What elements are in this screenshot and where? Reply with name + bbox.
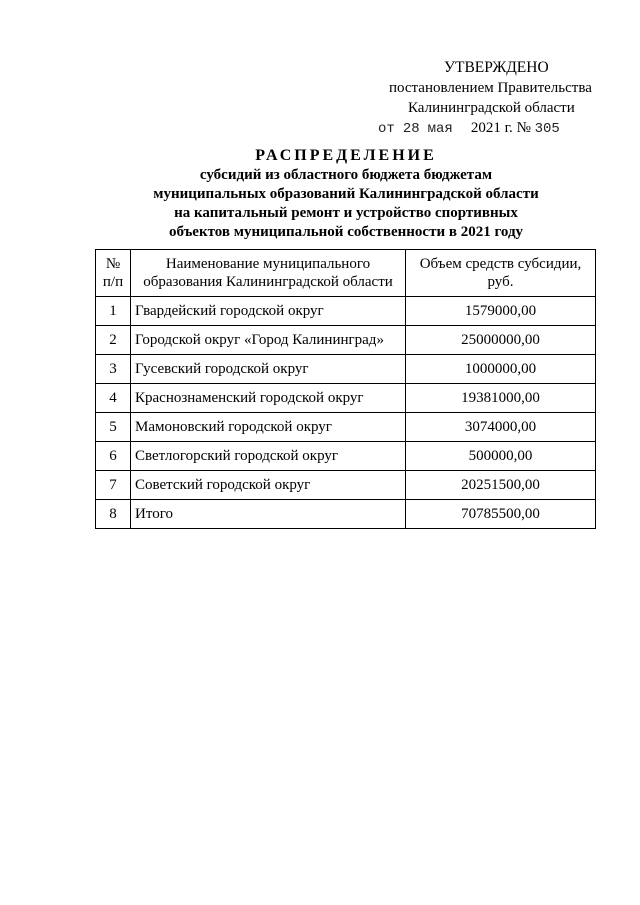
row-num: 8 (96, 500, 131, 529)
approval-issuer: постановлением Правительства (389, 80, 592, 96)
row-amount: 19381000,00 (406, 384, 596, 413)
approval-region: Калининградской области (408, 100, 575, 116)
row-num: 7 (96, 471, 131, 500)
document-title (96, 146, 596, 242)
date-year: 2021 г. (470, 120, 513, 136)
title-main: РАСПРЕДЕЛЕНИЕ (255, 147, 437, 164)
row-amount: 3074000,00 (406, 413, 596, 442)
row-name: Итого (131, 500, 406, 529)
table-row (96, 326, 596, 355)
distribution-table (95, 249, 596, 529)
header-num: № п/п (96, 250, 131, 297)
table-row (96, 471, 596, 500)
date-day: 28 (402, 121, 420, 137)
approval-heading: УТВЕРЖДЕНО (444, 59, 549, 76)
table-row (96, 384, 596, 413)
table-header-row (96, 250, 596, 297)
row-amount: 500000,00 (406, 442, 596, 471)
table-row (96, 355, 596, 384)
table-row-total (96, 500, 596, 529)
row-name: Советский городской округ (131, 471, 406, 500)
title-line-3: на капитальный ремонт и устройство спортивных (174, 205, 518, 221)
title-line-4: объектов муниципальной собственности в 2021 году (168, 224, 524, 240)
row-num: 3 (96, 355, 131, 384)
row-name: Гвардейский городской округ (131, 297, 406, 326)
row-name: Светлогорский городской округ (131, 442, 406, 471)
table-row (96, 413, 596, 442)
table-row (96, 442, 596, 471)
header-amount: Объем средств субсидии, руб. (406, 250, 596, 297)
row-num: 4 (96, 384, 131, 413)
title-line-2: муниципальных образований Калининградской области (153, 186, 539, 202)
row-amount: 70785500,00 (406, 500, 596, 529)
approval-date-line (378, 118, 608, 139)
date-prefix: от (378, 121, 395, 137)
row-amount: 20251500,00 (406, 471, 596, 500)
number-sign: № (516, 120, 531, 136)
table-row (96, 297, 596, 326)
title-line-1: субсидий из областного бюджета бюджетам (199, 167, 493, 183)
approval-stamp (378, 58, 608, 139)
row-num: 5 (96, 413, 131, 442)
row-amount: 1579000,00 (406, 297, 596, 326)
row-num: 2 (96, 326, 131, 355)
row-name: Краснознаменский городской округ (131, 384, 406, 413)
row-name: Городской округ «Город Калининград» (131, 326, 406, 355)
date-month: мая (427, 121, 453, 137)
document-number: 305 (534, 121, 560, 137)
row-amount: 25000000,00 (406, 326, 596, 355)
header-name: Наименование муниципального образования Калининградской области (131, 250, 406, 297)
row-num: 6 (96, 442, 131, 471)
row-name: Гусевский городской округ (131, 355, 406, 384)
row-amount: 1000000,00 (406, 355, 596, 384)
row-num: 1 (96, 297, 131, 326)
row-name: Мамоновский городской округ (131, 413, 406, 442)
